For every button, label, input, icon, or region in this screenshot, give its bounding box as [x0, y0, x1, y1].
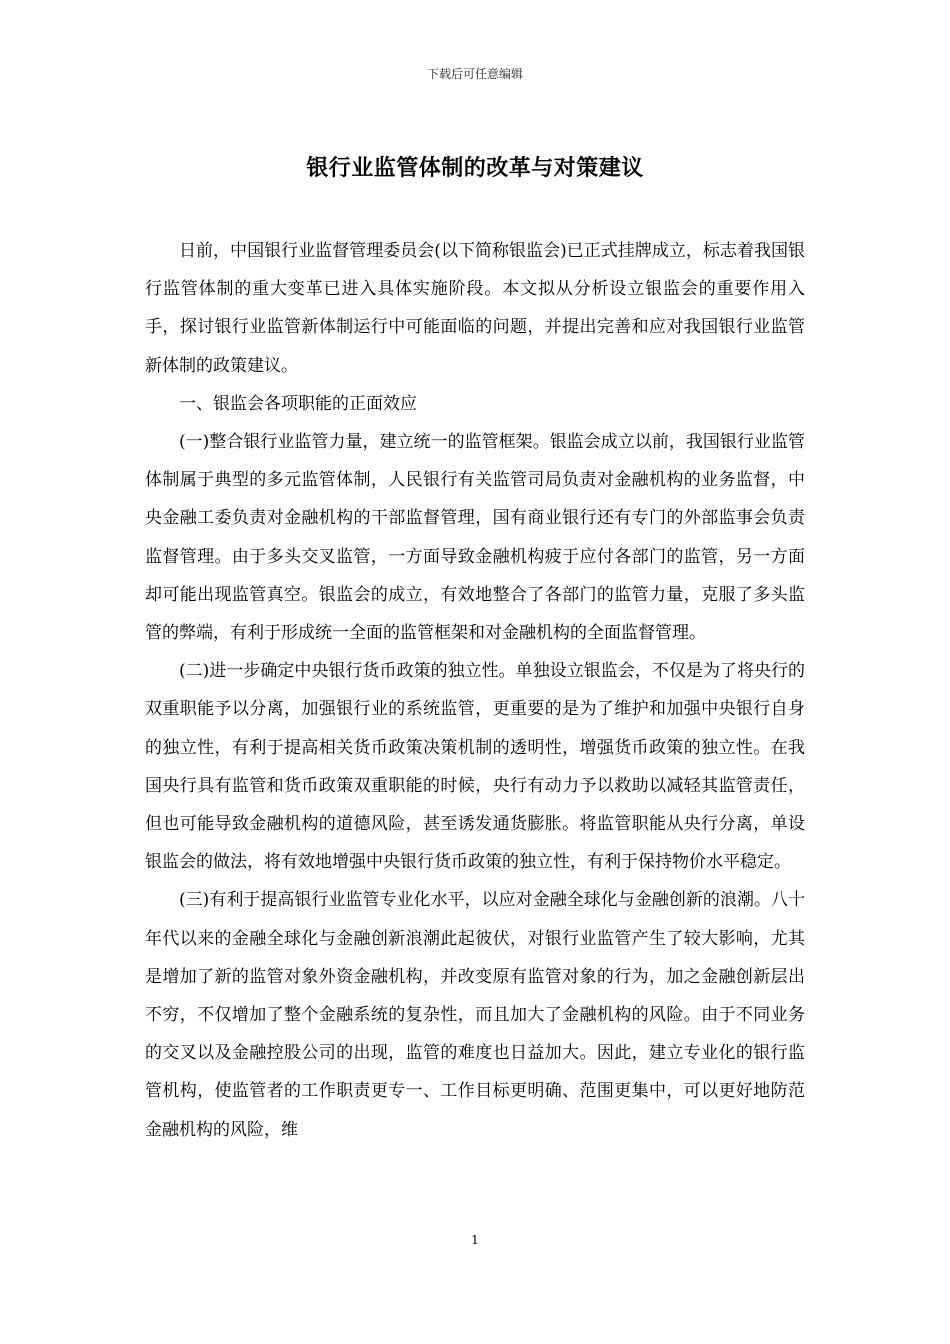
page-header-note: 下载后可任意编辑: [426, 67, 523, 81]
page-number: 1: [471, 1233, 479, 1247]
paragraph-point-2: (二)进一步确定中央银行货币政策的独立性。单独设立银监会，不仅是为了将央行的双重职能予以分离，加强银行业的系统监管，更重要的是为了维护和加强中央银行自身的独立性，有利于提高相关货币政策决策机制的透明性，增强货币政策的独立性。在我国央行具有监管和货币政策双重职能的时候，央行有动力予以救助以减轻其监管责任，但也可能导致金融机构的道德风险，甚至诱发通货膨胀。将监管职能从央行分离，单设银监会的做法，将有效地增强中央银行货币政策的独立性，有利于保持物价水平稳定。: [145, 661, 805, 873]
paragraph-intro: 日前，中国银行业监督管理委员会(以下简称银监会)已正式挂牌成立，标志着我国银行监管体制的重大变革已进入具体实施阶段。本文拟从分析设立银监会的重要作用入手，探讨银行业监管新体制运行中可能面临的问题，并提出完善和应对我国银行业监管新体制的政策建议。: [145, 241, 805, 376]
document-title: 银行业监管体制的改革与对策建议: [306, 155, 644, 181]
paragraph-point-3: (三)有利于提高银行业监管专业化水平，以应对金融全球化与金融创新的浪潮。八十年代以来的金融全球化与金融创新浪潮此起彼伏，对银行业监管产生了较大影响，尤其是增加了新的监管对象外资金融机构，并改变原有监管对象的行为，加之金融创新层出不穷，不仅增加了整个金融系统的复杂性，而且加大了金融机构的风险。由于不同业务的交叉以及金融控股公司的出现，监管的难度也日益加大。因此，建立专业化的银行监管机构，使监管者的工作职责更专一、工作目标更明确、范围更集中，可以更好地防范金融机构的风险，维: [145, 890, 805, 1140]
paragraph-point-1: (一)整合银行业监管力量，建立统一的监管框架。银监会成立以前，我国银行业监管体制属于典型的多元监管体制，人民银行有关监管司局负责对金融机构的业务监督，中央金融工委负责对金融机构的干部监督管理，国有商业银行还有专门的外部监事会负责监督管理。由于多头交叉监管，一方面导致金融机构疲于应付各部门的监管，另一方面却可能出现监管真空。银监会的成立，有效地整合了各部门的监管力量，克服了多头监管的弊端，有利于形成统一全面的监管框架和对金融机构的全面监督管理。: [145, 432, 805, 644]
document-body: [145, 232, 805, 1149]
section-heading-1: 一、银监会各项职能的正面效应: [179, 393, 417, 414]
